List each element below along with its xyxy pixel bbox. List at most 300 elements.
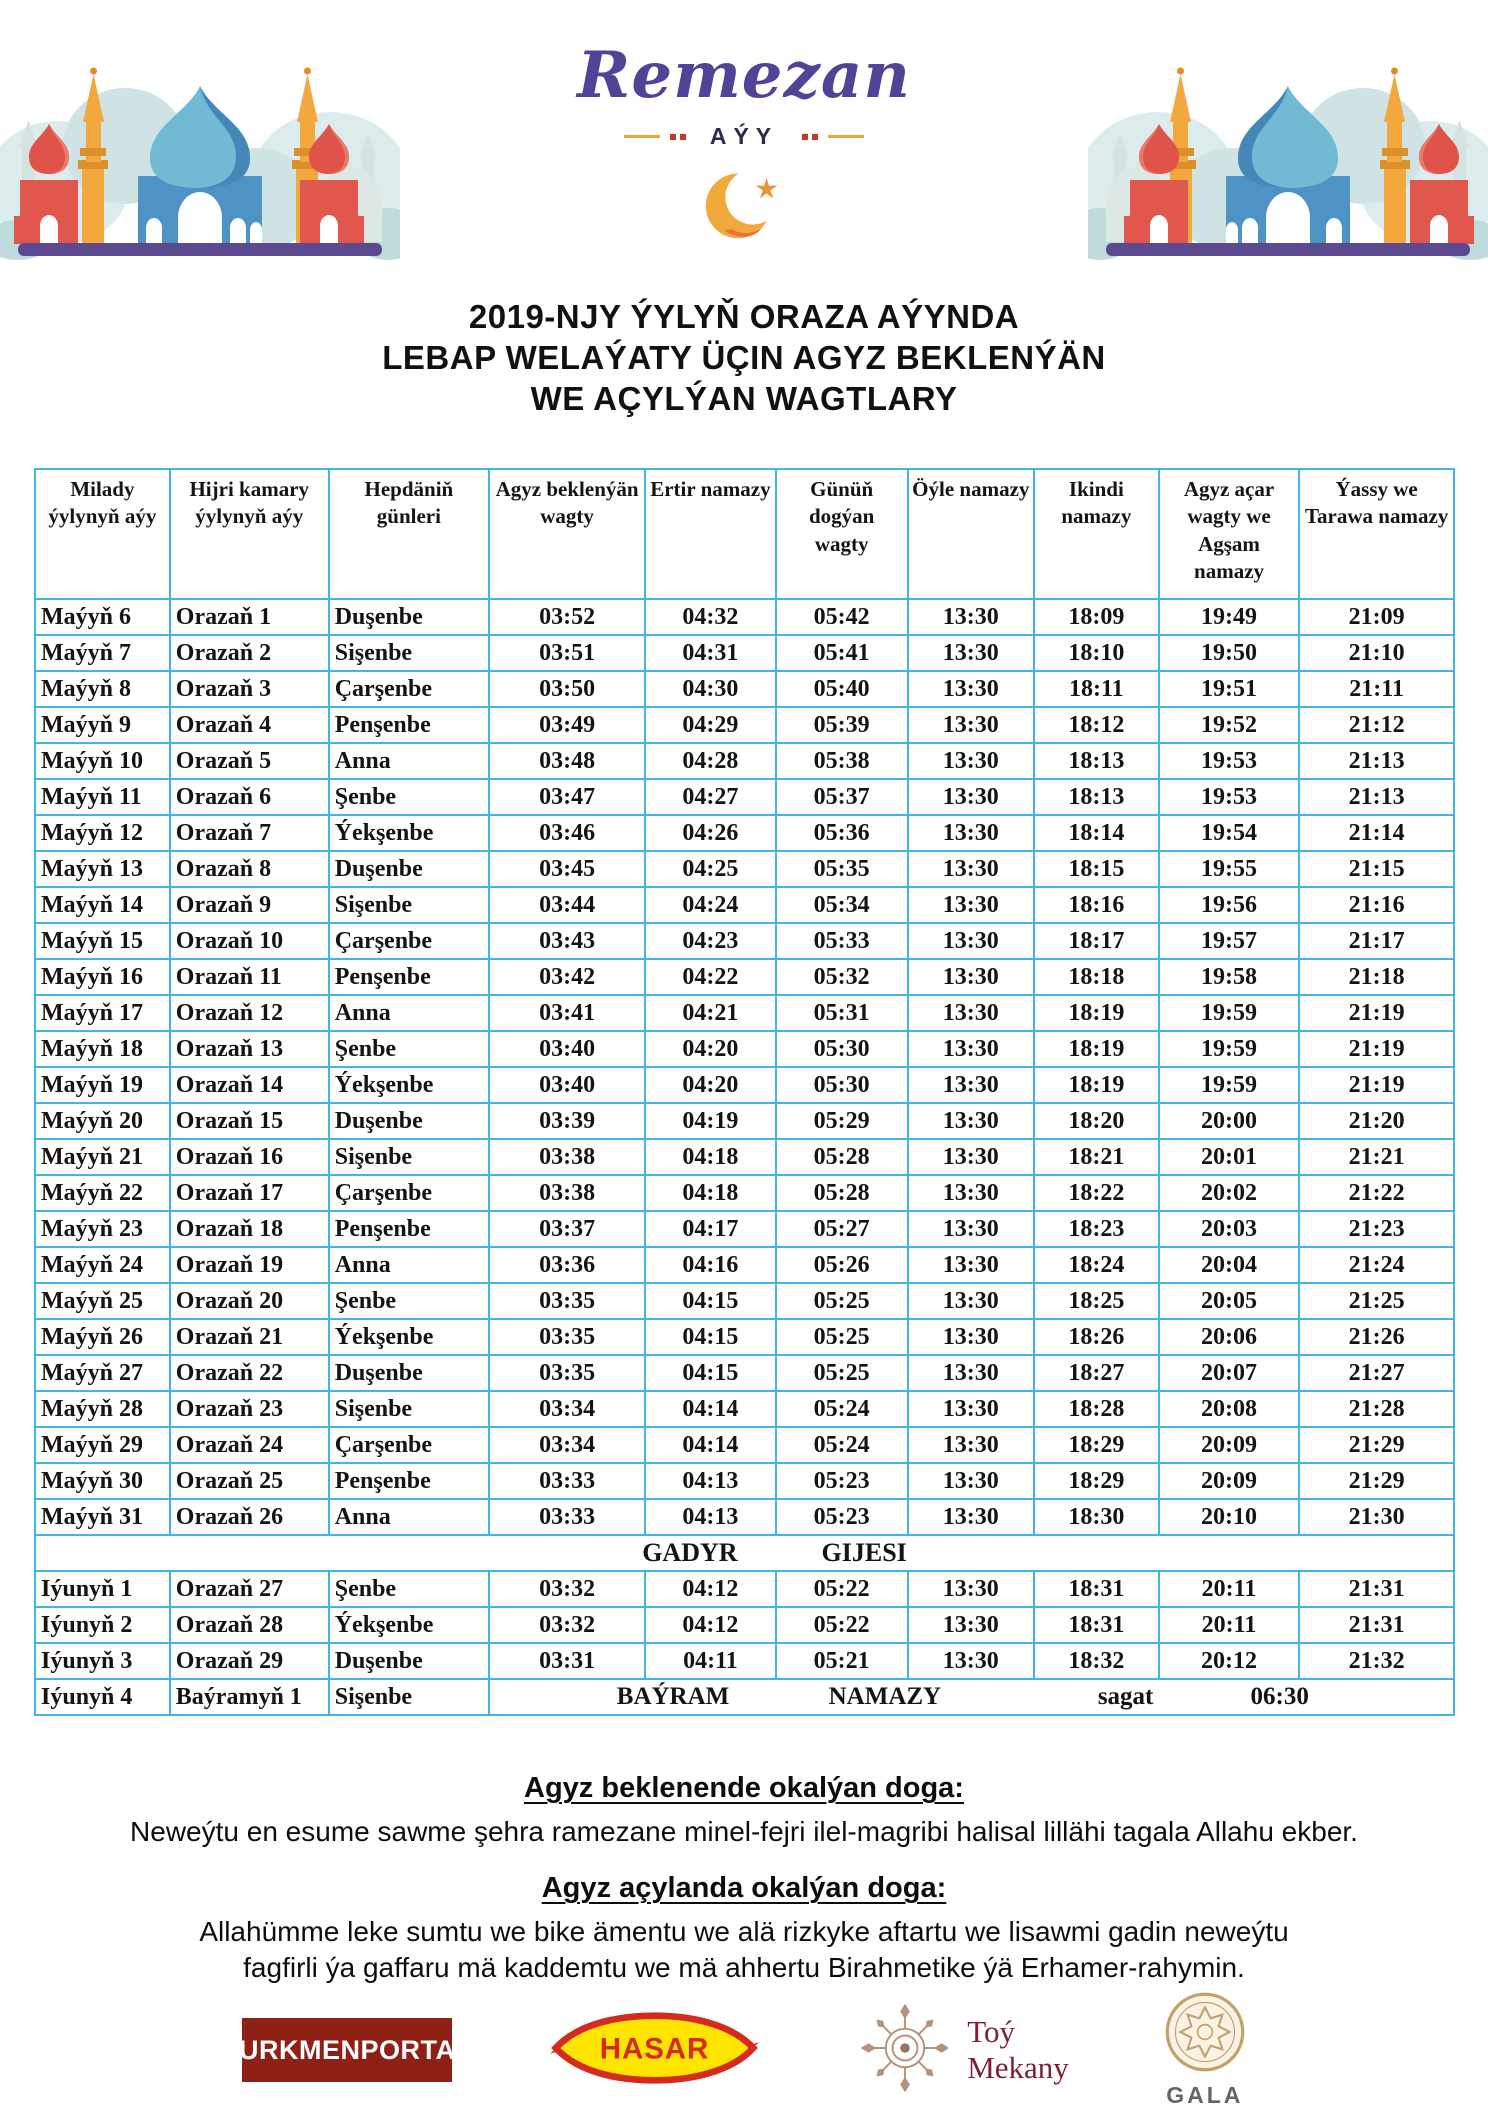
table-row (35, 959, 1454, 995)
table-cell: 13:30 (908, 1319, 1034, 1355)
table-cell: Iýunyň 1 (35, 1571, 170, 1607)
table-cell: Anna (329, 1247, 489, 1283)
table-cell: 03:35 (489, 1319, 645, 1355)
table-cell: Orazaň 19 (170, 1247, 329, 1283)
table-cell: 04:18 (645, 1139, 776, 1175)
table-cell: 05:38 (776, 743, 908, 779)
sponsor-logos-row (0, 1998, 1488, 2105)
table-cell: Iýunyň 3 (35, 1643, 170, 1679)
table-cell: 21:31 (1299, 1607, 1454, 1643)
bayram-label2: NAMAZY (828, 1683, 942, 1710)
gala-emblem-icon (1164, 1991, 1246, 2078)
table-cell: Maýyň 9 (35, 707, 170, 743)
table-cell: 21:31 (1299, 1571, 1454, 1607)
bayram-time: 06:30 (1250, 1683, 1309, 1710)
table-cell: Maýyň 13 (35, 851, 170, 887)
doga2-text-line1: Allahümme leke sumtu we bike ämentu we alä rizkyke aftartu we lisawmi gadin neweýtu (199, 1916, 1289, 1947)
table-cell: Orazaň 12 (170, 995, 329, 1031)
table-row (35, 995, 1454, 1031)
table-cell: 03:52 (489, 599, 645, 635)
table-cell: 21:29 (1299, 1463, 1454, 1499)
table-row (35, 743, 1454, 779)
column-header: Agyz beklenýän wagty (489, 469, 645, 599)
table-cell: 03:48 (489, 743, 645, 779)
table-cell: 03:51 (489, 635, 645, 671)
table-cell: 04:23 (645, 923, 776, 959)
table-cell: Ýekşenbe (329, 1067, 489, 1103)
table-cell: 04:15 (645, 1355, 776, 1391)
table-cell: 21:19 (1299, 1031, 1454, 1067)
doga1-text: Neweýtu en esume sawme şehra ramezane minel-fejri ilel-magribi halisal lillähi tagala Allahu ekber. (130, 1816, 1358, 1847)
table-row (35, 1607, 1454, 1643)
table-cell: Maýyň 27 (35, 1355, 170, 1391)
table-cell: 13:30 (908, 671, 1034, 707)
table-cell: Maýyň 7 (35, 635, 170, 671)
table-cell: Duşenbe (329, 599, 489, 635)
column-header: Günüň dogýan wagty (776, 469, 908, 599)
table-cell: 04:20 (645, 1067, 776, 1103)
hasar-logo (547, 2010, 762, 2091)
column-header: Agyz açar wagty we Agşam namazy (1159, 469, 1299, 599)
table-cell: 20:12 (1159, 1643, 1299, 1679)
table-row (35, 1463, 1454, 1499)
table-cell: 05:27 (776, 1211, 908, 1247)
column-header: Ertir namazy (645, 469, 776, 599)
table-cell: 04:18 (645, 1175, 776, 1211)
table-cell: 05:28 (776, 1139, 908, 1175)
table-row (35, 1067, 1454, 1103)
table-cell: 13:30 (908, 1463, 1034, 1499)
table-cell: 20:03 (1159, 1211, 1299, 1247)
table-cell: 19:50 (1159, 635, 1299, 671)
table-cell: 05:30 (776, 1067, 908, 1103)
table-cell: 13:30 (908, 1283, 1034, 1319)
table-cell: Orazaň 6 (170, 779, 329, 815)
table-cell: 05:33 (776, 923, 908, 959)
table-cell: Orazaň 3 (170, 671, 329, 707)
column-header: Hijri kamary ýylynyň aýy (170, 469, 329, 599)
table-cell: 03:38 (489, 1175, 645, 1211)
table-cell: 18:19 (1034, 995, 1159, 1031)
table-cell: 03:45 (489, 851, 645, 887)
table-cell: Maýyň 28 (35, 1391, 170, 1427)
table-cell: 18:31 (1034, 1571, 1159, 1607)
table-cell: Maýyň 19 (35, 1067, 170, 1103)
table-cell: 04:28 (645, 743, 776, 779)
table-cell: 04:31 (645, 635, 776, 671)
page-title (0, 296, 1488, 419)
table-cell: 21:19 (1299, 995, 1454, 1031)
table-row (35, 707, 1454, 743)
table-cell: 03:33 (489, 1463, 645, 1499)
table-cell: 18:30 (1034, 1499, 1159, 1535)
table-cell: 13:30 (908, 1499, 1034, 1535)
table-cell: Maýyň 21 (35, 1139, 170, 1175)
table-cell: 05:40 (776, 671, 908, 707)
table-cell: Orazaň 5 (170, 743, 329, 779)
table-cell: 05:29 (776, 1103, 908, 1139)
table-row (35, 1283, 1454, 1319)
table-cell: 20:08 (1159, 1391, 1299, 1427)
table-cell: 05:25 (776, 1355, 908, 1391)
table-cell: 20:01 (1159, 1139, 1299, 1175)
doga2-text-line2: fagfirli ýa gaffaru mä kaddemtu we mä ahhertu Birahmetike ýä Erhamer-rahymin. (243, 1952, 1245, 1983)
table-cell: 13:30 (908, 1355, 1034, 1391)
table-row (35, 1643, 1454, 1679)
table-cell: 21:16 (1299, 887, 1454, 923)
table-cell: 04:14 (645, 1427, 776, 1463)
table-cell: Sişenbe (329, 1391, 489, 1427)
table-cell: 13:30 (908, 707, 1034, 743)
table-cell: 05:24 (776, 1427, 908, 1463)
table-cell: Orazaň 29 (170, 1643, 329, 1679)
table-cell: 20:10 (1159, 1499, 1299, 1535)
table-cell: 04:26 (645, 815, 776, 851)
table-cell: Sişenbe (329, 1679, 489, 1715)
table-cell: 21:12 (1299, 707, 1454, 743)
mosque-icon (0, 28, 400, 268)
table-cell: Duşenbe (329, 1643, 489, 1679)
table-cell: 19:53 (1159, 743, 1299, 779)
table-cell: 13:30 (908, 1211, 1034, 1247)
table-cell: Penşenbe (329, 1211, 489, 1247)
mosque-icon (1088, 28, 1488, 268)
table-cell: 04:15 (645, 1319, 776, 1355)
table-cell: Orazaň 8 (170, 851, 329, 887)
table-cell: 19:55 (1159, 851, 1299, 887)
table-cell: Şenbe (329, 1571, 489, 1607)
table-cell: 18:24 (1034, 1247, 1159, 1283)
table-row (35, 1499, 1454, 1535)
table-cell: 13:30 (908, 1031, 1034, 1067)
table-cell: 13:30 (908, 995, 1034, 1031)
table-cell: 21:20 (1299, 1103, 1454, 1139)
schedule-table (34, 468, 1455, 1716)
schedule-table-body (35, 599, 1454, 1715)
table-row (35, 1391, 1454, 1427)
table-cell: 20:09 (1159, 1463, 1299, 1499)
table-cell: 04:12 (645, 1607, 776, 1643)
table-cell: 21:18 (1299, 959, 1454, 995)
table-cell: Orazaň 11 (170, 959, 329, 995)
table-cell: 03:34 (489, 1391, 645, 1427)
table-cell: 05:21 (776, 1643, 908, 1679)
table-cell: 03:37 (489, 1211, 645, 1247)
table-cell: Ýekşenbe (329, 815, 489, 851)
table-cell: 05:25 (776, 1319, 908, 1355)
table-cell: 21:28 (1299, 1391, 1454, 1427)
table-cell: 05:25 (776, 1283, 908, 1319)
table-cell: Maýyň 22 (35, 1175, 170, 1211)
table-cell: Maýyň 16 (35, 959, 170, 995)
table-cell: 21:24 (1299, 1247, 1454, 1283)
table-row (35, 815, 1454, 851)
dots-ornament-icon (802, 134, 818, 140)
table-cell: 20:11 (1159, 1607, 1299, 1643)
table-cell: 13:30 (908, 1103, 1034, 1139)
table-row (35, 1571, 1454, 1607)
table-row (35, 1211, 1454, 1247)
column-header: Hepdäniň günleri (329, 469, 489, 599)
table-cell: 13:30 (908, 1391, 1034, 1427)
mosque-illustration-left (0, 28, 400, 268)
table-cell: 18:29 (1034, 1427, 1159, 1463)
table-cell: Şenbe (329, 779, 489, 815)
table-cell: Sişenbe (329, 1139, 489, 1175)
table-cell: Orazaň 1 (170, 599, 329, 635)
table-cell: 05:26 (776, 1247, 908, 1283)
table-cell: 03:35 (489, 1355, 645, 1391)
table-row (35, 599, 1454, 635)
table-cell: 05:32 (776, 959, 908, 995)
table-cell: 20:07 (1159, 1355, 1299, 1391)
hasar-label: HASAR (599, 2031, 710, 2065)
table-cell: 05:31 (776, 995, 908, 1031)
dash-ornament-icon (828, 135, 864, 138)
table-cell: 05:39 (776, 707, 908, 743)
table-cell: 03:32 (489, 1571, 645, 1607)
table-cell: Maýyň 14 (35, 887, 170, 923)
table-row (35, 671, 1454, 707)
table-cell: 13:30 (908, 923, 1034, 959)
table-cell: 18:27 (1034, 1355, 1159, 1391)
table-cell: 04:17 (645, 1211, 776, 1247)
table-header-row (35, 469, 1454, 599)
table-cell: Orazaň 14 (170, 1067, 329, 1103)
table-cell: 04:16 (645, 1247, 776, 1283)
table-cell: Duşenbe (329, 1355, 489, 1391)
table-cell: Şenbe (329, 1283, 489, 1319)
table-cell: 13:30 (908, 1139, 1034, 1175)
table-cell: Orazaň 24 (170, 1427, 329, 1463)
table-cell: 13:30 (908, 1607, 1034, 1643)
gadyr-gijesi-cell (35, 1535, 1454, 1571)
table-cell: 19:59 (1159, 995, 1299, 1031)
table-cell: Orazaň 10 (170, 923, 329, 959)
table-cell: 18:12 (1034, 707, 1159, 743)
table-cell: 04:21 (645, 995, 776, 1031)
table-cell: Maýyň 20 (35, 1103, 170, 1139)
table-cell: Duşenbe (329, 851, 489, 887)
logo-subtitle-row (484, 123, 1004, 150)
table-cell: Çarşenbe (329, 1427, 489, 1463)
table-cell: 18:25 (1034, 1283, 1159, 1319)
table-cell: 20:04 (1159, 1247, 1299, 1283)
table-cell: 05:28 (776, 1175, 908, 1211)
table-cell: 20:00 (1159, 1103, 1299, 1139)
column-header: Öýle namazy (908, 469, 1034, 599)
table-cell: 21:30 (1299, 1499, 1454, 1535)
table-row (35, 1319, 1454, 1355)
table-cell: 18:13 (1034, 743, 1159, 779)
table-cell: Maýyň 23 (35, 1211, 170, 1247)
table-cell: 19:54 (1159, 815, 1299, 851)
table-cell: 19:58 (1159, 959, 1299, 995)
table-cell: 18:23 (1034, 1211, 1159, 1247)
table-cell: 13:30 (908, 1571, 1034, 1607)
table-cell: Orazaň 7 (170, 815, 329, 851)
table-cell: Orazaň 13 (170, 1031, 329, 1067)
table-cell: Maýyň 26 (35, 1319, 170, 1355)
table-cell: 18:19 (1034, 1067, 1159, 1103)
table-cell: 18:10 (1034, 635, 1159, 671)
table-cell: 03:46 (489, 815, 645, 851)
table-cell: 04:19 (645, 1103, 776, 1139)
table-cell: 21:09 (1299, 599, 1454, 635)
table-row (35, 923, 1454, 959)
table-cell: 19:51 (1159, 671, 1299, 707)
table-cell: Orazaň 22 (170, 1355, 329, 1391)
column-header: Ýassy we Tarawa namazy (1299, 469, 1454, 599)
table-cell: 20:05 (1159, 1283, 1299, 1319)
table-cell: Baýramyň 1 (170, 1679, 329, 1715)
turkmenportal-label: TURKMENPORTAL (221, 2034, 473, 2065)
table-cell: 19:56 (1159, 887, 1299, 923)
table-cell: Orazaň 17 (170, 1175, 329, 1211)
table-cell: Çarşenbe (329, 1175, 489, 1211)
table-row (35, 635, 1454, 671)
column-header: Milady ýylynyň aýy (35, 469, 170, 599)
table-cell: 18:18 (1034, 959, 1159, 995)
table-cell: 13:30 (908, 1175, 1034, 1211)
table-cell: 21:15 (1299, 851, 1454, 887)
table-cell: 03:41 (489, 995, 645, 1031)
table-cell: 18:14 (1034, 815, 1159, 851)
gijesi-word: GIJESI (821, 1538, 907, 1567)
table-cell: Orazaň 16 (170, 1139, 329, 1175)
table-cell: Anna (329, 743, 489, 779)
table-cell: Iýunyň 4 (35, 1679, 170, 1715)
gala-logo (1164, 1991, 1246, 2105)
table-cell: 05:22 (776, 1607, 908, 1643)
table-cell: 03:49 (489, 707, 645, 743)
table-cell: 21:17 (1299, 923, 1454, 959)
table-cell: 21:19 (1299, 1067, 1454, 1103)
table-cell: 13:30 (908, 599, 1034, 635)
table-cell: 19:53 (1159, 779, 1299, 815)
table-cell: Orazaň 2 (170, 635, 329, 671)
table-cell: 18:17 (1034, 923, 1159, 959)
table-cell: 03:42 (489, 959, 645, 995)
table-cell: 19:59 (1159, 1031, 1299, 1067)
table-cell: 13:30 (908, 887, 1034, 923)
table-cell: 05:41 (776, 635, 908, 671)
table-cell: 13:30 (908, 743, 1034, 779)
bayram-namazy-cell (489, 1679, 1454, 1715)
table-cell: 03:31 (489, 1643, 645, 1679)
table-cell: 18:09 (1034, 599, 1159, 635)
table-cell: 03:47 (489, 779, 645, 815)
table-cell: Çarşenbe (329, 923, 489, 959)
table-cell: 13:30 (908, 815, 1034, 851)
table-cell: 20:02 (1159, 1175, 1299, 1211)
table-cell: 21:26 (1299, 1319, 1454, 1355)
table-cell: 18:26 (1034, 1319, 1159, 1355)
table-cell: 04:29 (645, 707, 776, 743)
table-cell: Penşenbe (329, 959, 489, 995)
table-cell: 21:13 (1299, 743, 1454, 779)
table-cell: 19:49 (1159, 599, 1299, 635)
table-cell: 04:13 (645, 1463, 776, 1499)
table-cell: 04:15 (645, 1283, 776, 1319)
logo-subtitle: AÝY (709, 123, 779, 149)
table-cell: 04:25 (645, 851, 776, 887)
table-cell: Orazaň 26 (170, 1499, 329, 1535)
table-cell: 20:11 (1159, 1571, 1299, 1607)
schedule-section (34, 468, 1455, 1716)
table-cell: 19:52 (1159, 707, 1299, 743)
table-cell: Orazaň 4 (170, 707, 329, 743)
table-cell: Orazaň 28 (170, 1607, 329, 1643)
table-cell: Sişenbe (329, 635, 489, 671)
table-cell: 04:12 (645, 1571, 776, 1607)
table-cell: Maýyň 25 (35, 1283, 170, 1319)
table-cell: 13:30 (908, 779, 1034, 815)
title-line-2: LEBAP WELAÝATY ÜÇIN AGYZ BEKLENÝÄN (382, 339, 1106, 376)
table-cell: 18:31 (1034, 1607, 1159, 1643)
table-cell: 18:22 (1034, 1175, 1159, 1211)
table-cell: Maýyň 29 (35, 1427, 170, 1463)
table-row (35, 1247, 1454, 1283)
table-cell: 04:24 (645, 887, 776, 923)
table-row (35, 1175, 1454, 1211)
table-cell: 13:30 (908, 851, 1034, 887)
brand-name: Remezan (577, 38, 911, 113)
toy-mekany-label: Toý Mekany (967, 2014, 1069, 2085)
bayram-label1: BAÝRAM (616, 1683, 730, 1710)
table-cell: Orazaň 15 (170, 1103, 329, 1139)
table-cell: 13:30 (908, 959, 1034, 995)
table-cell: 05:30 (776, 1031, 908, 1067)
table-cell: 18:20 (1034, 1103, 1159, 1139)
table-cell: 05:37 (776, 779, 908, 815)
table-cell: 21:22 (1299, 1175, 1454, 1211)
table-cell: Iýunyň 2 (35, 1607, 170, 1643)
table-cell: Maýyň 10 (35, 743, 170, 779)
table-cell: 21:25 (1299, 1283, 1454, 1319)
table-cell: Maýyň 30 (35, 1463, 170, 1499)
table-cell: 03:38 (489, 1139, 645, 1175)
table-cell: 21:11 (1299, 671, 1454, 707)
table-cell: Orazaň 20 (170, 1283, 329, 1319)
table-cell: 05:22 (776, 1571, 908, 1607)
table-cell: 18:16 (1034, 887, 1159, 923)
table-cell: 04:30 (645, 671, 776, 707)
table-cell: 21:27 (1299, 1355, 1454, 1391)
table-row (35, 851, 1454, 887)
table-cell: Maýyň 12 (35, 815, 170, 851)
table-cell: 03:32 (489, 1607, 645, 1643)
table-cell: Anna (329, 995, 489, 1031)
table-cell: 13:30 (908, 1067, 1034, 1103)
table-cell: 18:19 (1034, 1031, 1159, 1067)
table-cell: 04:20 (645, 1031, 776, 1067)
table-cell: Duşenbe (329, 1103, 489, 1139)
table-cell: 21:21 (1299, 1139, 1454, 1175)
table-cell: 13:30 (908, 1427, 1034, 1463)
dots-ornament-icon (670, 134, 686, 140)
column-header: Ikindi namazy (1034, 469, 1159, 599)
crescent-moon-icon (484, 152, 1004, 255)
table-cell: Maýyň 8 (35, 671, 170, 707)
table-cell: 04:11 (645, 1643, 776, 1679)
table-cell: 03:34 (489, 1427, 645, 1463)
mosque-illustration-right (1088, 28, 1488, 268)
table-cell: 05:24 (776, 1391, 908, 1427)
table-cell: 21:10 (1299, 635, 1454, 671)
table-cell: 13:30 (908, 635, 1034, 671)
table-cell: 03:33 (489, 1499, 645, 1535)
